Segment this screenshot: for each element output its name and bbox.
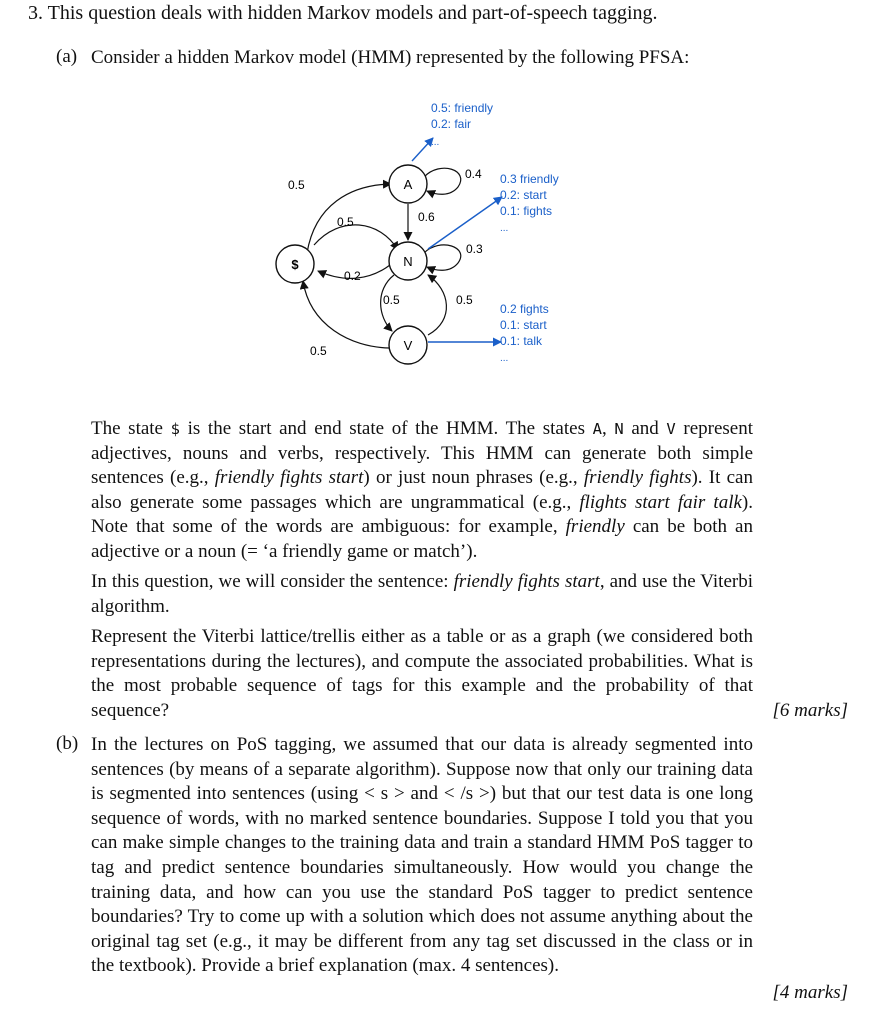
emission-arrow-N [428, 197, 502, 249]
edge-V-to-N [428, 275, 446, 335]
pfsa-diagram [270, 95, 590, 375]
label-V-to-start: 0.5 [310, 344, 327, 358]
label-N-to-V: 0.5 [383, 293, 400, 307]
part-a-task: Represent the Viterbi lattice/trellis either as a table or as a graph (we considered both representations during the lectures), and compute the associated probabilities. What is the most probable sequence of tags for this example and the probability of that sequence? [91, 626, 753, 721]
emission-A-2: ... [431, 137, 440, 148]
emission-V-0: 0.2 fights [500, 302, 549, 316]
emission-V-3: ... [500, 353, 509, 364]
label-N-to-start: 0.2 [344, 269, 361, 283]
label-start-to-N: 0.5 [337, 215, 354, 229]
emission-V-1: 0.1: start [500, 318, 547, 332]
part-a-marks: [6 marks] [772, 700, 848, 721]
label-N-self: 0.3 [466, 242, 483, 256]
label-A-to-N: 0.6 [418, 210, 435, 224]
node-N-label: N [403, 254, 413, 269]
node-start-label: $ [291, 257, 299, 272]
emission-N-2: 0.1: fights [500, 204, 553, 218]
emission-N-0: 0.3 friendly [500, 172, 559, 186]
part-b-marks: [4 marks] [772, 982, 848, 1003]
emission-arrow-A [412, 138, 433, 161]
emission-A-0: 0.5: friendly [431, 101, 494, 115]
question-title: 3. This question deals with hidden Markov models and part-of-speech tagging. [28, 2, 658, 24]
part-a-intro: Consider a hidden Markov model (HMM) represented by the following PFSA: [91, 47, 690, 68]
emission-V-2: 0.1: talk [500, 334, 543, 348]
part-b-label: (b) [56, 733, 79, 754]
part-a-label: (a) [56, 46, 78, 67]
part-b-text: In the lectures on PoS tagging, we assumed that our data is already segmented into sentences (by means of a separate algorithm). Suppose now that only our training data is segmented into sentences (using < s > and < /s >) but that our test data is one long sequence of words, with no marked sentence boundaries. Suppose I told you that you can make simple changes to the training data and train a standard HMM PoS tagger to tag and predict sentence boundaries simultaneously. How would you change the training data, and how can you use the standard PoS tagger to predict sentence boundaries? Try to come up with a solution which does not assume anything about the original tag set (e.g., it may be different from any tag set discussed in the class or in the textbook). Provide a brief explanation (max. 4 sentences). [91, 734, 753, 977]
edge-start-to-N [314, 225, 398, 250]
edge-V-to-start [303, 281, 389, 348]
part-a-description: The state $ is the start and end state of the HMM. The states A, N and V represent adjectives, nouns and verbs, respectively. This HMM can generate both simple sentences (e.g., friendly fights start) or just noun phrases (e.g., friendly fights). It can also generate some passages which are ungrammatical (e.g., flights start fair talk). Note that some of the words are ambiguous: for example, friendly can be both an adjective or a noun (= ‘a friendly game or match’). [91, 418, 754, 562]
part-a-sentence-note: In this question, we will consider the sentence: friendly fights start, and use the Viterbi algorithm. [91, 571, 753, 617]
emission-A-1: 0.2: fair [431, 117, 472, 131]
label-start-to-A: 0.5 [288, 178, 305, 192]
label-V-to-N: 0.5 [456, 293, 473, 307]
edge-A-self [424, 168, 461, 194]
node-A-label: A [403, 177, 413, 192]
label-A-self: 0.4 [465, 167, 482, 181]
emission-N-1: 0.2: start [500, 188, 547, 202]
node-V-label: V [403, 338, 413, 353]
emission-N-3: ... [500, 223, 509, 234]
